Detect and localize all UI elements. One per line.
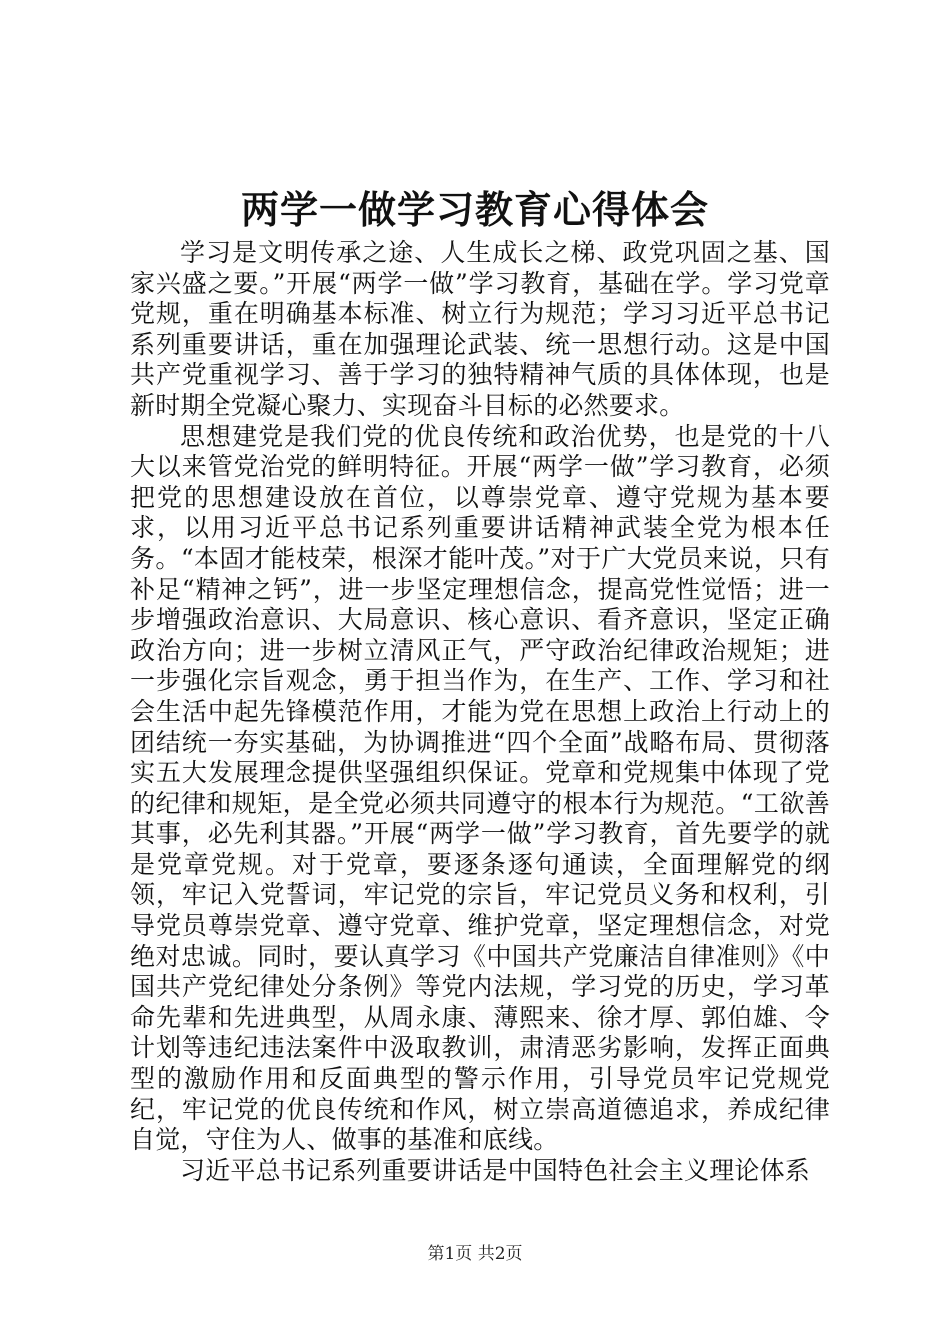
page-number-footer: 第1页 共2页: [427, 1244, 523, 1264]
paragraph-2: 思想建党是我们党的优良传统和政治优势，也是党的十八大以来管党治党的鲜明特征。开展“两学一做”学习教育，必须把党的思想建设放在首位，以尊崇党章、遵守党规为基本要求，以用习近平总书记系列重要讲话精神武装全党为根本任务。“本固才能枝荣，根深才能叶茂。”对于广大党员来说，只有补足“精神之钙”，进一步坚定理想信念，提高党性觉悟；进一步增强政治意识、大局意识、核心意识、看齐意识，坚定正确政治方向；进一步树立清风正气，严守政治纪律政治规矩；进一步强化宗旨观念，勇于担当作为，在生产、工作、学习和社会生活中起先锋模范作用，才能为党在思想上政治上行动上的团结统一夯实基础，为协调推进“四个全面”战略布局、贯彻落实五大发展理念提供坚强组织保证。党章和党规集中体现了党的纪律和规矩，是全党必须共同遵守的根本行为规范。“工欲善其事，必先利其器。”开展“两学一做”学习教育，首先要学的就是党章党规。对于党章，要逐条逐句通读，全面理解党的纲领，牢记入党誓词，牢记党的宗旨，牢记党员义务和权利，引导党员尊崇党章、遵守党章、维护党章，坚定理想信念，对党绝对忠诚。同时，要认真学习《中国共产党廉洁自律准则》《中国共产党纪律处分条例》等党内法规，学习党的历史，学习革命先辈和先进典型，从周永康、薄熙来、徐才厚、郭伯雄、令计划等违纪违法案件中汲取教训，肃清恶劣影响，发挥正面典型的激励作用和反面典型的警示作用，引导党员牢记党规党纪，牢记党的优良传统和作风，树立崇高道德追求，养成纪律自觉，守住为人、做事的基准和底线。: [130, 421, 830, 1155]
document-body: [130, 238, 830, 1186]
paragraph-3: 习近平总书记系列重要讲话是中国特色社会主义理论体系: [180, 1155, 811, 1185]
paragraph-1: 学习是文明传承之途、人生成长之梯、政党巩固之基、国家兴盛之要。”开展“两学一做”学习教育，基础在学。学习党章党规，重在明确基本标准、树立行为规范；学习习近平总书记系列重要讲话，重在加强理论武装、统一思想行动。这是中国共产党重视学习、善于学习的独特精神气质的具体体现，也是新时期全党凝心聚力、实现奋斗目标的必然要求。: [130, 238, 830, 420]
document-title: 两学一做学习教育心得体会: [240, 187, 709, 232]
